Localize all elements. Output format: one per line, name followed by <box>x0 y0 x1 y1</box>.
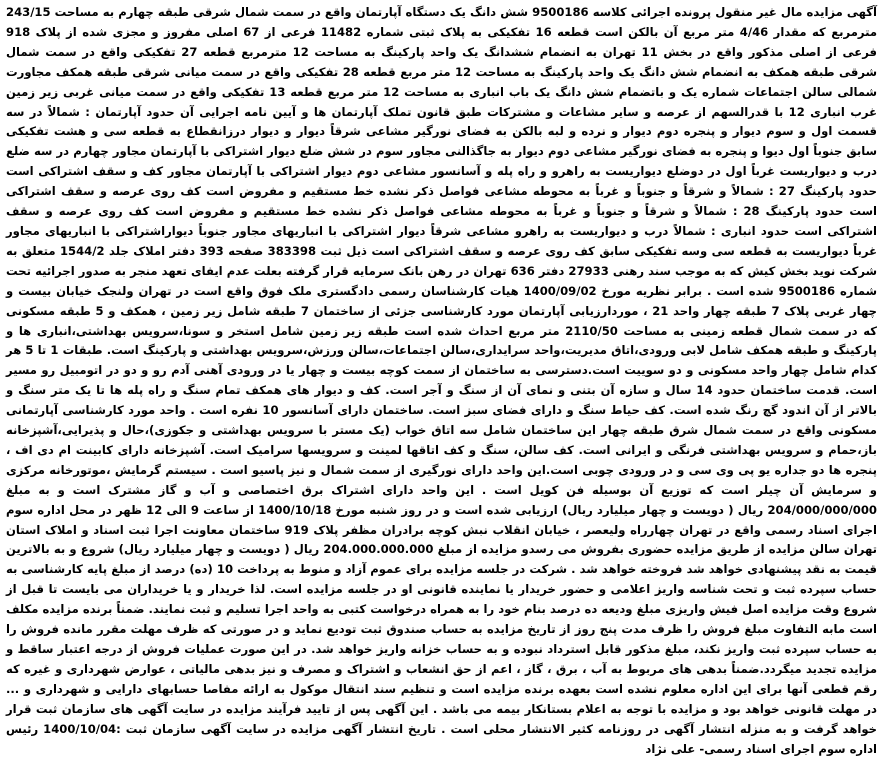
auction-notice-text: آگهی مزایده مال غیر منقول پرونده اجرائی کلاسه 9500186 شش دانگ یک دستگاه آپارتمان واقع در سمت شمال شرقی طبقه چهارم به مساحت 243/15 مترمربع که مقدار 4/46 متر مربع آن بالکن است قطعه 16 تفکیکی به پلاک ثبتی شماره 11482 فرعی از 67 اصلی مفروز و مجزی شده از پلاک 918 فرعی از اصلی مذکور واقع در بخش 11 تهران به انضمام ششدانگ یک واحد پارکینگ به مساحت 12 مترمربع قطعه 27 تفکیکی واقع در سمت شمال شرقی طبقه همکف به انضمام شش دانگ یک واحد پارکینگ به مساحت 12 متر مربع قطعه 28 تفکیکی واقع در سمت میانی شرقی طبقه همکف مجاورت شمالی سالن اجتماعات شماره یک و باتضمام شش دانگ یک باب انباری به مساحت 12 متر مربع قطعه 13 تفکیکی واقع در سمت میانی غربی زیر زمین غرب انباری 12 با قدرالسهم از عرصه و سایر مشاعات و مشترکات طبق قانون تملک آپارتمان ها و آیین نامه اجرایی آن حدود آپارتمان : شمالاً در سه قسمت اول و سوم دیوار و پنجره دوم دیوار و نرده و لبه بالکن به فضای نورگیر مشاعی شرقاً دیوار و دیوار درزانقطاع به قطعه سی و هشت تفکیکی سابق جنوباً اول دیوا و پنجره به فضای نورگیر مشاعی دوم دیوار به جاگذالنی مجاور سوم در شش ضلع دیوار اشتراکی با آپارتمان مجاور چهارم در سه ضلع درب و دیواریست غرباً اول در دوضلع دیواریست به راهرو و راه پله و آسانسور مشاعی دوم دیوار اشتراکی با آپارتمان مجاور کف و سقف اشتراکی است حدود پارکینگ 27 : شمالاً و شرقاً و جنوباً و غرباً به محوطه مشاعی فواصل ذکر نشده خط مستقیم و مفروض است کف روی عرصه و سقف اشتراکی است حدود پارکینگ 28 : شمالاً و شرقاً و جنوباً و غرباً به محوطه مشاعی فواصل ذکر نشده خط مستقیم و مفروض است کف روی عرصه و سقف اشتراکی است حدود انباری : شمالاً درب و دیواریست به راهرو مشاعی شرقاً دیوار اشتراکی با انباریهای مجاور جنوباً دیواراشتراکی با انباریهای مجاور غرباً دیواریست به قطعه سی وسه تفکیکی سابق کف روی عرصه و سقف اشتراکی است ذیل ثبت 383398 صفحه 393 دفتر املاک جلد 1544/2 متعلق به شرکت نوید بخش کیش که به موجب سند رهنی 27933 دفتر 636 تهران در رهن بانک سرمایه قرار گرفته بعلت عدم ایفای تعهد منجر به صدور اجرائیه تحت شماره 9500186 شده است . برابر نظریه مورخ 1400/09/02 هیات کارشناسان رسمی دادگستری ملک فوق واقع است در تهران ولنجک خیابان بیست و چهار غربی پلاک 7 طبقه چهار واحد 21 ، موردارزیابی آپارتمان مورد کارشناسی جزئی از ساختمان 7 طبقه شامل زیر زمین ، همکف و 5 طبقه مسکونی که در سمت شمال قطعه زمینی به مساحت 2110/50 متر مربع احداث شده است طبقه زیر زمین شامل استخر و سونا،سرویس بهداشتی،انباری ها و پارکینگ و طبقه همکف شامل لابی ورودی،اتاق مدیریت،واحد سرایداری،سالن اجتماعات،سالن ورزش،سرویس بهداشتی و پارکینگ است. طبقات 1 تا 5 هر کدام شامل چهار واحد مسکونی و دو سوییت است.دسترسی به ساختمان از سمت کوچه بیست و چهار یا در ورودی آهنی آدم رو و دو در اتومبیل رو مسیر است. قدمت ساختمان حدود 14 سال و سازه آن بتنی و نمای آن از سنگ و آجر است. کف و دیوار های همکف تمام سنگ و راه پله ها تا یک متر سنگ و بالاتر از آن اندود گچ رنگ شده است. کف حیاط سنگ و دارای فضای سبز است. ساختمان دارای آسانسور 10 نفره است . واحد مورد کارشناسی آپارتمانی مسکونی واقع در سمت شمال شرق طبقه چهار این ساختمان شامل سه اتاق خواب (یک مستر با سرویس بهداشتی و جکوزی)،حال و پذیرایی،آشپزخانه باز،حمام و سرویس بهداشتی فرنگی و ایرانی است. کف سالن، سنگ و کف اتاقها لمینت و سرویسها سرامیک است. آشپزخانه دارای کابینت ام دی اف ، پنجره ها دو جداره یو پی وی سی و در ورودی چوبی است.این واحد دارای نورگیری از سمت شمال و نیز پاسیو است . سیستم گرمایش ،موتورخانه مرکزی و سرمایش آن چیلر است که توزیع آن بوسیله فن کویل است . این واحد دارای اشتراک برق اختصاصی و آب و گاز مشترک است و به مبلغ 204/000/000/000 ریال ( دویست و چهار میلیارد ریال) ارزیابی شده است و در روز شنبه مورخ 1400/10/18 از ساعت 9 الی 12 ظهر در محل اداره سوم اجرای اسناد رسمی واقع در تهران چهارراه ولیعصر ، خیابان انقلاب نبش کوچه برادران مظفر پلاک 919 ساختمان معاونت اجرا ثبت اسناد و املاک استان تهران سالن مزایده از طریق مزایده حضوری بفروش می رسدو مزایده از مبلغ 204.000.000.000 ریال ( دویست و چهار میلیارد ریال) شروع و به بالاترین قیمت به نقد پیشنهادی خواهد شد فروخته خواهد شد . شرکت در جلسه مزایده برای عموم آزاد و منوط به پرداخت 10 (ده) درصد از مبلغ پایه کارشناسی به حساب سپرده ثبت و تحت شناسه واریز اعلامی و حضور خریدار یا نماینده قانونی او در جلسه مزایده است. لذا خریدار و یا خریداران می بایست تا قبل از شروع وقت مزایده اصل فیش واریزی مبلغ ودیعه ده درصد بنام خود را به همراه درخواست کتبی به واحد اجرا تسلیم و ثبت نمایند. ضمناً برنده مزایده مکلف است مابه التفاوت مبلغ فروش را ظرف مدت پنج روز از تاریخ مزایده به حساب صندوق ثبت تودیع نماید و در صورتی که ظرف مهلت مقرر مانده فروش را به حساب سپرده ثبت واریز نکند، مبلغ مذکور قابل استرداد نبوده و به حساب خزانه واریز خواهد شد. در این صورت عملیات فروش از درجه اعتبار ساقط و مزایده تجدید میگردد.ضمناً بدهی های مربوط به آب ، برق ، گاز ، اعم از حق انشعاب و اشتراک و مصرف و نیز بدهی مالیاتی ، عوارض شهرداری و غیره که رقم قطعی آنها برای این اداره معلوم نشده است بعهده برنده مزایده است و تنظیم سند انتقال موکول به ارائه مفاصا حسابهای دارایی و شهرداری و ... در مهلت قانونی خواهد بود و مزایده با توجه به اعلام بستانکار بیمه می باشد . این آگهی پس از تایید فرآیند مزایده در سایت آگهی های سازمان ثبت قرار خواهد گرفت و به منزله انتشار آگهی در روزنامه کثیر الانتشار محلی است . تاریخ انتشار آگهی مزایده در سایت آگهی سازمان ثبت :1400/10/04 رئیس اداره سوم اجرای اسناد رسمی- علی نژاد <box>6 5 878 756</box>
